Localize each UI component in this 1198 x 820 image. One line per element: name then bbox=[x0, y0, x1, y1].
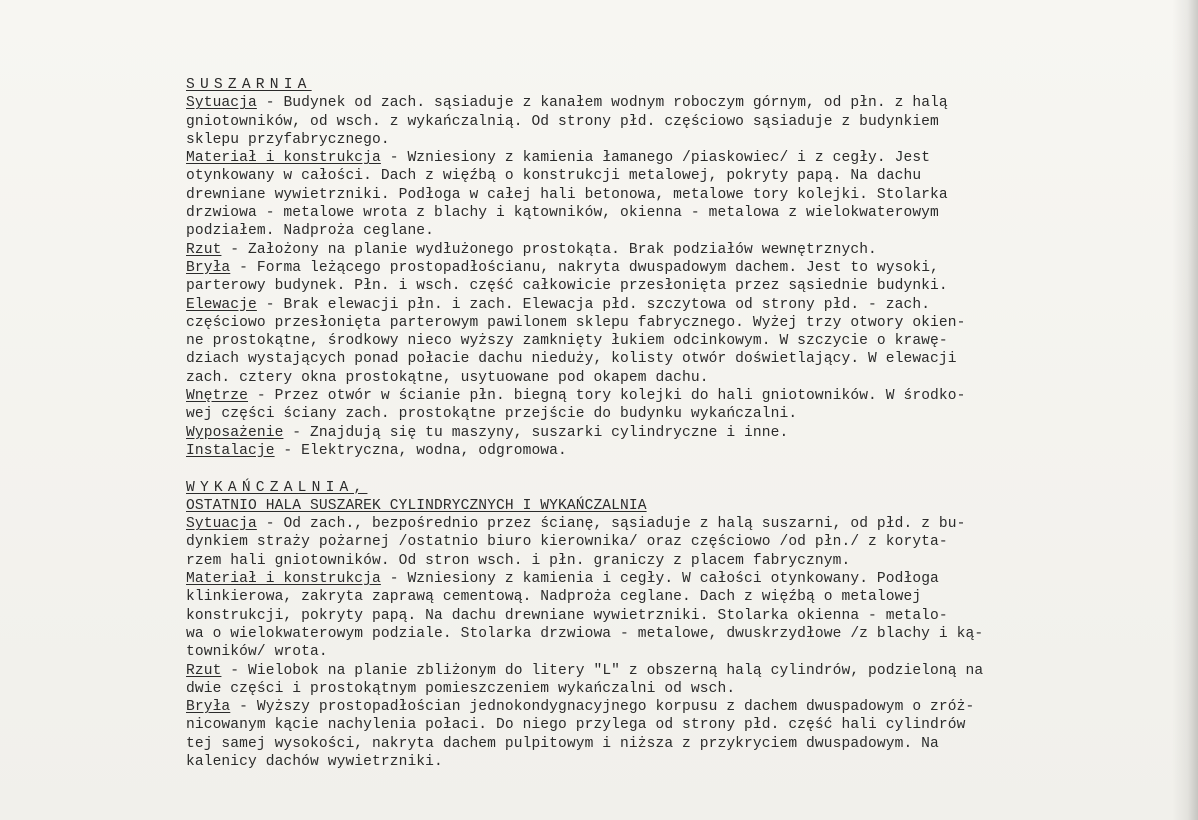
page-edge-shadow bbox=[1172, 0, 1198, 820]
paragraph-label: Materiał i konstrukcja bbox=[186, 571, 381, 588]
text-line bbox=[186, 222, 1066, 240]
text-line bbox=[186, 186, 1066, 204]
section-heading: WYKAŃCZALNIA, bbox=[186, 479, 368, 496]
text-line bbox=[186, 552, 1066, 570]
paragraph-text: klinkierowa, zakryta zaprawą cementową. Nadproża ceglane. Dach z więźbą o metalowej bbox=[186, 589, 922, 606]
text-line bbox=[186, 698, 1066, 716]
paragraph-text: - Brak elewacji płn. i zach. Elewacja płd. szczytowa od strony płd. - zach. bbox=[256, 296, 931, 313]
paragraph-label: Sytuacja bbox=[186, 95, 257, 112]
typed-text-body bbox=[186, 76, 1066, 771]
text-line bbox=[186, 241, 1066, 259]
paragraph-text: - Znajdują się tu maszyny, suszarki cylindryczne i inne. bbox=[283, 424, 789, 441]
paragraph-text: drzwiowa - metalowe wrota z blachy i kątowników, okienna - metalowa z wielokwaterowym bbox=[186, 205, 939, 222]
paragraph-text: - Wyższy prostopadłościan jednokondygnacyjnego korpusu z dachem dwuspadowym o zróż- bbox=[230, 699, 975, 716]
text-line bbox=[186, 515, 1066, 533]
text-line bbox=[186, 113, 1066, 131]
paragraph-text: - Forma leżącego prostopadłościanu, nakryta dwuspadowym dachem. Jest to wysoki, bbox=[230, 259, 939, 276]
paragraph-text: rzem hali gniotowników. Od stron wsch. i płn. graniczy z placem fabrycznym. bbox=[186, 552, 851, 569]
paragraph-text: sklepu przyfabrycznego. bbox=[186, 131, 390, 148]
paragraph-text: konstrukcji, pokryty papą. Na dachu drewniane wywietrzniki. Stolarka okienna - metalo- bbox=[186, 607, 948, 624]
paragraph-text: częściowo przesłonięta parterowym pawilonem sklepu fabrycznego. Wyżej trzy otwory okien- bbox=[186, 314, 966, 331]
paragraph-text: drewniane wywietrzniki. Podłoga w całej hali betonowa, metalowe tory kolejki. Stolarka bbox=[186, 186, 948, 203]
text-line bbox=[186, 167, 1066, 185]
paragraph-text: dziach wystających ponad połacie dachu nieduży, kolisty otwór doświetlający. W elewacji bbox=[186, 351, 957, 368]
text-line bbox=[186, 350, 1066, 368]
paragraph-text: gniotowników, od wsch. z wykańczalnią. Od strony płd. częściowo sąsiaduje z budynkiem bbox=[186, 113, 939, 130]
text-line bbox=[186, 588, 1066, 606]
paragraph-text: - Budynek od zach. sąsiaduje z kanałem wodnym roboczym górnym, od płn. z halą bbox=[256, 95, 948, 112]
paragraph-label: Sytuacja bbox=[186, 516, 257, 533]
paragraph-text: - Wielobok na planie zbliżonym do litery "L" z obszerną halą cylindrów, podzieloną na bbox=[221, 662, 984, 679]
paragraph-text: dwie części i prostokątnym pomieszczeniem wykańczalni od wsch. bbox=[186, 680, 736, 697]
paragraph-text: dynkiem straży pożarnej /ostatnio biuro kierownika/ oraz częściowo /od płn./ z koryta- bbox=[186, 534, 948, 551]
text-line bbox=[186, 753, 1066, 771]
paragraph-text: towników/ wrota. bbox=[186, 644, 328, 661]
text-line bbox=[186, 442, 1066, 460]
paragraph-label: Materiał i konstrukcja bbox=[186, 150, 381, 167]
text-line bbox=[186, 387, 1066, 405]
paragraph-text: zach. cztery okna prostokątne, usytuowane pod okapem dachu. bbox=[186, 369, 709, 386]
paragraph-text: kalenicy dachów wywietrzniki. bbox=[186, 753, 443, 770]
text-line bbox=[186, 405, 1066, 423]
text-line bbox=[186, 259, 1066, 277]
text-line bbox=[186, 314, 1066, 332]
text-line bbox=[186, 131, 1066, 149]
paragraph-text: podziałem. Nadproża ceglane. bbox=[186, 223, 435, 240]
paragraph-text: otynkowany w całości. Dach z więźbą o konstrukcji metalowej, pokryty papą. Na dachu bbox=[186, 168, 922, 185]
paragraph-text: - Wzniesiony z kamienia łamanego /piaskowiec/ i z cegły. Jest bbox=[380, 150, 931, 167]
paragraph-text: - Elektryczna, wodna, odgromowa. bbox=[274, 442, 567, 459]
paragraph-text: wej części ściany zach. prostokątne przejście do budynku wykańczalni. bbox=[186, 406, 798, 423]
text-line bbox=[186, 94, 1066, 112]
text-line bbox=[186, 625, 1066, 643]
text-line bbox=[186, 277, 1066, 295]
section-heading: SUSZARNIA bbox=[186, 77, 312, 93]
section-gap bbox=[186, 460, 1066, 478]
paragraph-text: wa o wielokwaterowym podziale. Stolarka drzwiowa - metalowe, dwuskrzydłowe /z blachy i ką- bbox=[186, 625, 984, 642]
paragraph-text: nicowanym kącie nachylenia połaci. Do niego przylega od strony płd. część hali cylindrów bbox=[186, 717, 966, 734]
text-line bbox=[186, 570, 1066, 588]
text-line bbox=[186, 607, 1066, 625]
paragraph-text: tej samej wysokości, nakryta dachem pulpitowym i niższa z przykryciem dwuspadowym. Na bbox=[186, 735, 939, 752]
text-line bbox=[186, 204, 1066, 222]
paragraph-label: Elewacje bbox=[186, 296, 257, 313]
text-line bbox=[186, 662, 1066, 680]
text-line bbox=[186, 735, 1066, 753]
section-subheading: OSTATNIO HALA SUSZAREK CYLINDRYCZNYCH I WYKAŃCZALNIA bbox=[186, 497, 647, 514]
paragraph-text: ne prostokątne, środkowy nieco wyższy zamknięty łukiem odcinkowym. W szczycie o krawę- bbox=[186, 333, 948, 350]
paragraph-label: Bryła bbox=[186, 259, 231, 276]
paragraph-text: - Wzniesiony z kamienia i cegły. W całości otynkowany. Podłoga bbox=[380, 571, 939, 588]
paragraph-text: - Od zach., bezpośrednio przez ścianę, sąsiaduje z halą suszarni, od płd. z bu- bbox=[256, 516, 966, 533]
text-line bbox=[186, 369, 1066, 387]
paragraph-label: Wyposażenie bbox=[186, 424, 284, 441]
paragraph-text: parterowy budynek. Płn. i wsch. część całkowicie przesłonięta przez sąsiednie budynki. bbox=[186, 278, 948, 295]
text-line bbox=[186, 716, 1066, 734]
text-line bbox=[186, 643, 1066, 661]
text-line bbox=[186, 680, 1066, 698]
text-line bbox=[186, 332, 1066, 350]
paragraph-text: - Przez otwór w ścianie płn. biegną tory kolejki do hali gniotowników. W środko- bbox=[248, 388, 966, 405]
paragraph-label: Rzut bbox=[186, 241, 222, 258]
paragraph-label: Instalacje bbox=[186, 442, 275, 459]
text-line bbox=[186, 424, 1066, 442]
paragraph-text: - Założony na planie wydłużonego prostokąta. Brak podziałów wewnętrznych. bbox=[221, 241, 877, 258]
text-line bbox=[186, 533, 1066, 551]
paragraph-label: Wnętrze bbox=[186, 388, 249, 405]
paragraph-label: Rzut bbox=[186, 662, 222, 679]
paragraph-label: Bryła bbox=[186, 699, 231, 716]
text-line bbox=[186, 149, 1066, 167]
text-line bbox=[186, 296, 1066, 314]
